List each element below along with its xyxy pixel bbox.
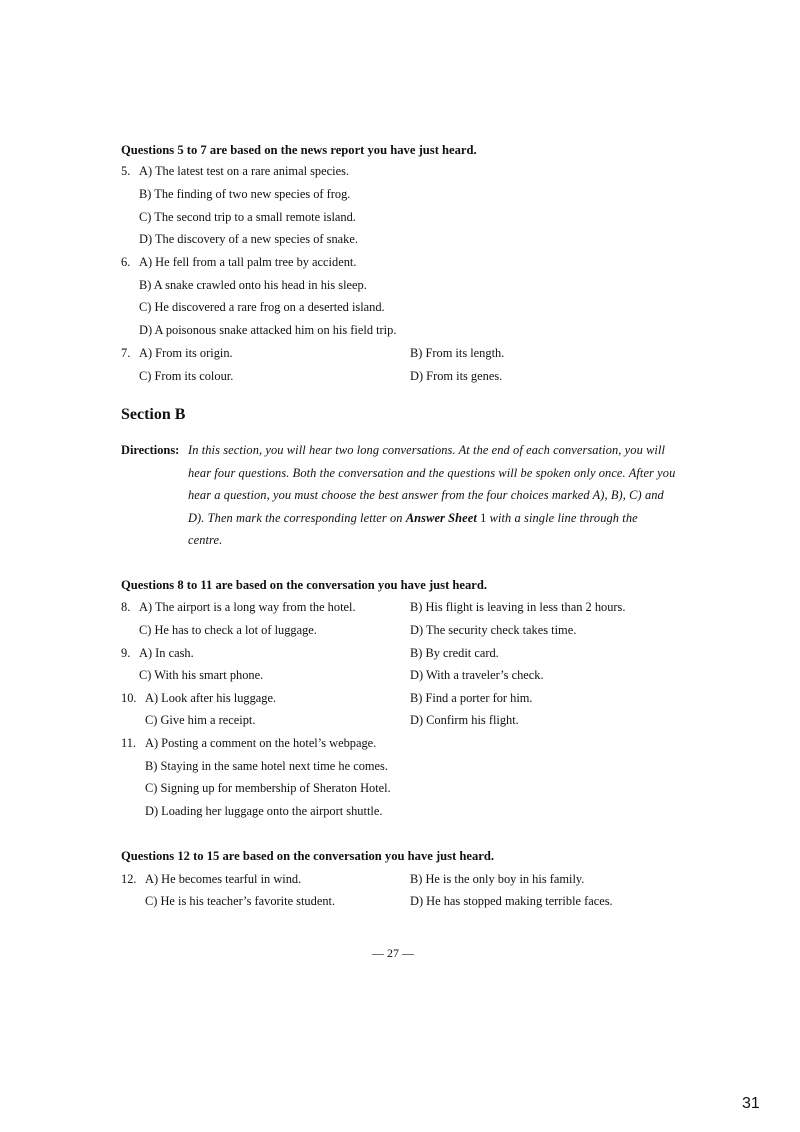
question-group-heading: Questions 8 to 11 are based on the conversation you have just heard. [121, 578, 488, 592]
question-number: 10. [121, 691, 137, 705]
answer-sheet-number: 1 [480, 511, 487, 525]
answer-option: C) From its colour. [139, 369, 234, 383]
answer-option: C) He discovered a rare frog on a deserted island. [139, 300, 385, 314]
section-title: Section B [121, 406, 186, 423]
answer-option: D) Loading her luggage onto the airport shuttle. [145, 804, 383, 818]
answer-option: C) Signing up for membership of Sheraton Hotel. [145, 781, 391, 795]
answer-option: D) With a traveler’s check. [410, 668, 544, 682]
question-number: 5. [121, 164, 131, 178]
question-group-heading: Questions 5 to 7 are based on the news report you have just heard. [121, 143, 477, 157]
question-number: 12. [121, 872, 137, 886]
answer-sheet-label: Answer Sheet [405, 511, 477, 525]
answer-option: C) He is his teacher’s favorite student. [145, 894, 336, 908]
question-number: 6. [121, 255, 131, 269]
answer-option: B) From its length. [410, 346, 505, 360]
directions-text: hear four questions. Both the conversation and the questions will be spoken only once. After you [188, 466, 676, 480]
answer-option: C) With his smart phone. [139, 668, 264, 682]
answer-option: B) The finding of two new species of frog. [139, 187, 351, 201]
answer-option: D) From its genes. [410, 369, 503, 383]
answer-option: B) His flight is leaving in less than 2 hours. [410, 600, 626, 614]
directions-text: centre. [188, 533, 223, 547]
answer-option: B) He is the only boy in his family. [410, 872, 585, 886]
answer-option: B) Find a porter for him. [410, 691, 533, 705]
answer-option: A) He fell from a tall palm tree by accident. [139, 255, 357, 269]
directions-text-part: with a single line through the [489, 511, 638, 525]
answer-option: D) The security check takes time. [410, 623, 577, 637]
question-group-heading: Questions 12 to 15 are based on the conversation you have just heard. [121, 849, 495, 863]
page-number: — 27 — [372, 946, 414, 960]
answer-option: C) He has to check a lot of luggage. [139, 623, 317, 637]
answer-option: D) Confirm his flight. [410, 713, 519, 727]
answer-option: D) He has stopped making terrible faces. [410, 894, 613, 908]
answer-option: B) Staying in the same hotel next time he comes. [145, 759, 388, 773]
question-number: 11. [121, 736, 137, 750]
answer-option: A) In cash. [139, 646, 194, 660]
answer-option: D) The discovery of a new species of snake. [139, 232, 358, 246]
answer-option: C) The second trip to a small remote island. [139, 210, 356, 224]
answer-option: A) The latest test on a rare animal species. [139, 164, 349, 178]
answer-option: A) The airport is a long way from the hotel. [139, 600, 356, 614]
directions-label: Directions: [121, 443, 180, 457]
answer-option: B) A snake crawled onto his head in his sleep. [139, 278, 367, 292]
answer-option: B) By credit card. [410, 646, 499, 660]
question-number: 8. [121, 600, 131, 614]
sheet-number: 31 [742, 1095, 760, 1112]
answer-option: C) Give him a receipt. [145, 713, 256, 727]
question-number: 7. [121, 346, 131, 360]
directions-text: hear a question, you must choose the best answer from the four choices marked A), B), C) and [188, 488, 664, 502]
answer-option: A) Posting a comment on the hotel’s webpage. [145, 736, 377, 750]
directions-text-part: D). Then mark the corresponding letter on [188, 511, 403, 525]
question-number: 9. [121, 646, 131, 660]
answer-option: A) Look after his luggage. [145, 691, 277, 705]
answer-option: A) He becomes tearful in wind. [145, 872, 302, 886]
answer-option: D) A poisonous snake attacked him on his field trip. [139, 323, 397, 337]
directions-text: In this section, you will hear two long conversations. At the end of each conversation, you will [188, 443, 666, 457]
directions-text [188, 511, 638, 526]
answer-option: A) From its origin. [139, 346, 233, 360]
